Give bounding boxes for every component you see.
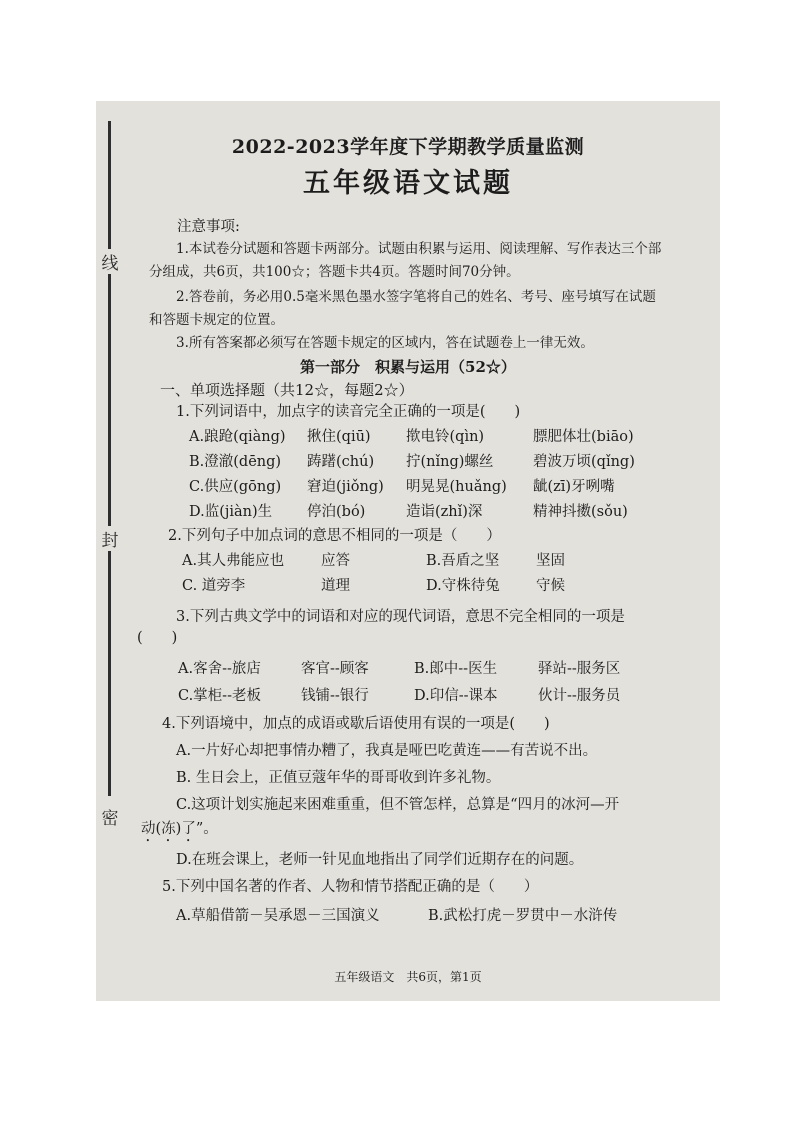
q3-b2: 驿站--服务区 [538,661,621,677]
q5-option-b: B.武松打虎－罗贯中－水浒传 [428,908,618,924]
exam-title-line1: 2022-2023学年度下学期教学质量监测 [231,136,585,158]
q3-c2: 钱铺--银行 [301,688,369,704]
q3-d1: D.印信--课本 [414,688,498,704]
q4-option-c-line2: 动(冻)了”。 [141,821,218,837]
q4-option-d: D.在班会课上，老师一针见血地指出了同学们近期存在的问题。 [176,852,584,868]
notice-line-5: 3.所有答案都必须写在答题卡规定的区域内，答在试题卷上一律无效。 [176,335,594,351]
q4-option-a: A.一片好心却把事情办糟了，我真是哑巴吃黄连——有苦说不出。 [176,743,598,759]
q1-a4: 膘肥体壮(biāo) [533,429,634,445]
binding-char-xian: 线 [98,249,122,274]
q1-d1: D.监(jiàn)生 [189,504,273,520]
q1-b4: 碧波万顷(qǐng) [533,454,635,470]
q3-a2: 客官--顾客 [301,661,369,677]
q1-d3: 造诣(zhǐ)深 [406,504,483,520]
q1-a2: 揪住(qiū) [307,429,371,445]
q2-stem: 2.下列句子中加点词的意思不相同的一项是（ ） [168,528,501,544]
q5-stem: 5.下列中国名著的作者、人物和情节搭配正确的是（ ） [162,879,539,895]
notice-heading: 注意事项: [177,219,240,235]
q2-c2: 道理 [321,578,350,594]
page-footer: 五年级语文 共6页，第1页 [334,970,482,984]
q3-d2: 伙计--服务员 [538,688,621,704]
q4-option-b: B. 生日会上，正值豆蔻年华的哥哥收到许多礼物。 [176,770,501,786]
q2-b2: 坚固 [536,553,565,569]
q2-a1: A.其人弗能应也 [182,553,285,569]
q2-b1: B.吾盾之坚 [426,553,500,569]
q4-stem: 4.下列语境中，加点的成语或歇后语使用有误的一项是( ) [162,716,550,732]
q4-option-c-line1: C.这项计划实施起来困难重重，但不管怎样，总算是“四月的冰河—开 [176,797,620,813]
q2-c1: C. 道旁李 [182,578,246,594]
binding-char-feng: 封 [98,526,122,551]
q5-option-a: A.草船借箭－吴承恩－三国演义 [176,908,380,924]
notice-line-2: 分组成，共6页，共100☆；答题卡共4页。答题时间70分钟。 [149,264,520,280]
q3-stem-line1: 3.下列古典文学中的词语和对应的现代词语，意思不完全相同的一项是 [176,609,625,625]
exam-page [96,101,720,1001]
q1-a1: A.踉跄(qiàng) [189,429,286,445]
q2-d2: 守候 [536,578,565,594]
q1-a3: 揿电铃(qìn) [406,429,485,445]
exam-title-line2: 五年级语文试题 [303,168,513,199]
q1-b1: B.澄澈(dēng) [189,454,282,470]
notice-line-1: 1.本试卷分试题和答题卡两部分。试题由积累与运用、阅读理解、写作表达三个部 [176,241,662,257]
notice-line-4: 和答题卡规定的位置。 [149,312,284,328]
q3-b1: B.郎中--医生 [414,661,498,677]
q1-c1: C.供应(gōng) [189,479,282,495]
section-single-choice: 一、单项选择题（共12☆，每题2☆） [160,381,414,399]
q2-d1: D.守株待兔 [426,578,500,594]
q1-stem: 1.下列词语中，加点字的读音完全正确的一项是( ) [176,404,521,420]
binding-line [108,121,111,796]
q1-c3: 明晃晃(huǎng) [406,479,507,495]
q1-b3: 拧(nǐng)螺丝 [406,454,494,470]
q1-c2: 窘迫(jiǒng) [307,479,384,495]
notice-line-3: 2.答卷前，务必用0.5毫米黑色墨水签字笔将自己的姓名、考号、座号填写在试题 [176,289,656,305]
q1-d2: 停泊(bó) [307,504,366,520]
q3-stem-line2: ( ) [137,630,178,646]
q2-a2: 应答 [321,553,350,569]
q1-b2: 踌躇(chú) [307,454,375,470]
q1-c4: 龇(zī)牙咧嘴 [533,479,615,495]
part1-title: 第一部分 积累与运用（52☆） [300,358,516,376]
q1-d4: 精神抖擞(sǒu) [533,504,628,520]
q3-a1: A.客舍--旅店 [178,661,261,677]
binding-char-mi: 密 [98,804,122,829]
q3-c1: C.掌柜--老板 [178,688,261,704]
